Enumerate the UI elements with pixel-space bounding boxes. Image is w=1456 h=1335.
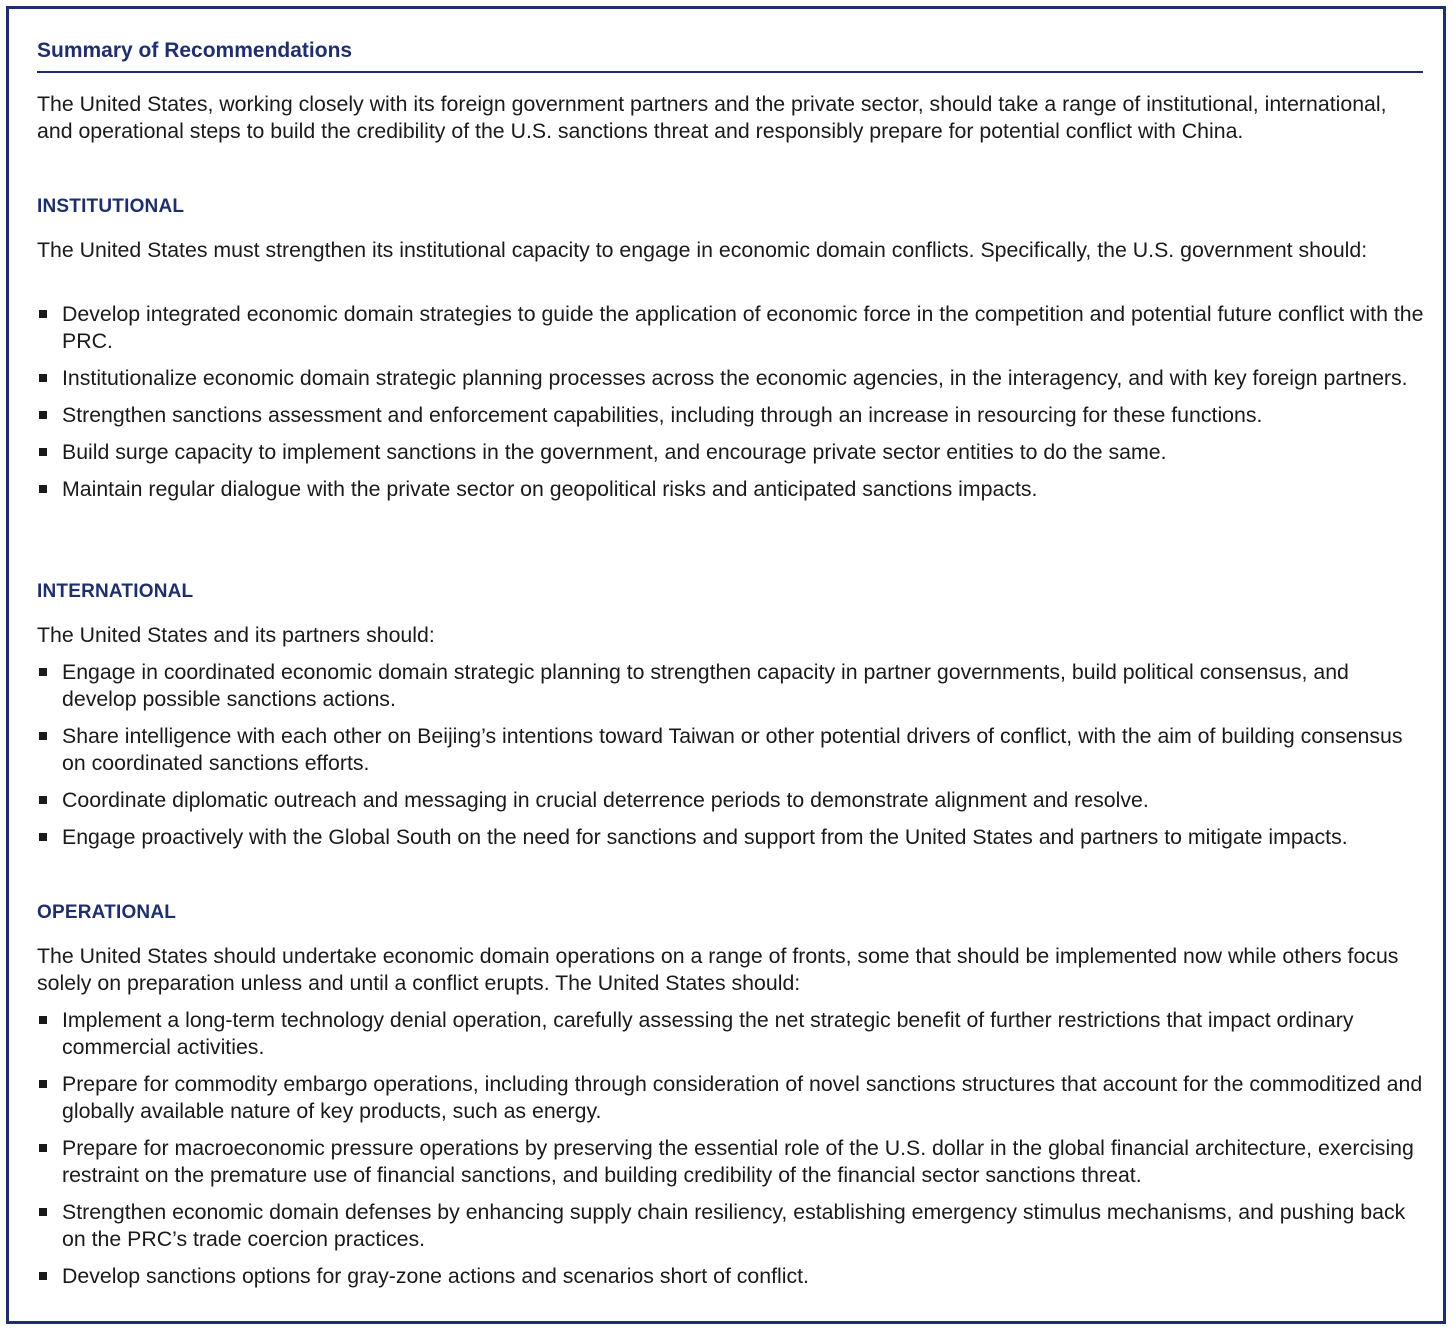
list-item (37, 659, 1427, 713)
section-heading-institutional: INSTITUTIONAL (37, 196, 185, 217)
bullet-text: Strengthen economic domain defenses by enhancing supply chain resiliency, establishing emergency stimulus mechanisms, and pushing back on the PRC’s trade coercion practices. (62, 1200, 1406, 1251)
bullet-text: Engage proactively with the Global South on the need for sanctions and support from the United States and partners to mitigate impacts. (62, 825, 1348, 849)
square-bullet-icon (39, 1272, 47, 1280)
bullet-list-institutional (37, 301, 1427, 513)
page-title: Summary of Recommendations (37, 39, 1423, 73)
section-intro-international: The United States and its partners should: (37, 623, 435, 647)
square-bullet-icon (39, 1144, 47, 1152)
square-bullet-icon (39, 668, 47, 676)
square-bullet-icon (39, 374, 47, 382)
section-intro-institutional: The United States must strengthen its institutional capacity to engage in economic domain conflicts. Specifically, the U.S. government should: (37, 238, 1368, 262)
list-item (37, 1263, 1427, 1290)
list-item (37, 1007, 1427, 1061)
bullet-text: Institutionalize economic domain strategic planning processes across the economic agencies, in the interagency, and with key foreign partners. (62, 366, 1408, 390)
bullet-list-operational (37, 1007, 1427, 1300)
list-item (37, 301, 1427, 355)
bullet-text: Maintain regular dialogue with the private sector on geopolitical risks and anticipated sanctions impacts. (62, 477, 1038, 501)
bullet-text: Prepare for commodity embargo operations, including through consideration of novel sanctions structures that account for the commoditized and globally available nature of key products, such as energy. (62, 1072, 1423, 1123)
list-item (37, 1199, 1427, 1253)
list-item (37, 824, 1427, 851)
recommendations-box (6, 6, 1446, 1324)
list-item (37, 402, 1427, 429)
square-bullet-icon (39, 1208, 47, 1216)
square-bullet-icon (39, 448, 47, 456)
section-intro-operational: The United States should undertake economic domain operations on a range of fronts, some that should be implemented now while others focus solely on preparation unless and until a conflict erupts. The United States should: (37, 944, 1399, 995)
bullet-text: Coordinate diplomatic outreach and messaging in crucial deterrence periods to demonstrate alignment and resolve. (62, 788, 1149, 812)
list-item (37, 365, 1427, 392)
list-item (37, 439, 1427, 466)
square-bullet-icon (39, 796, 47, 804)
bullet-text: Develop integrated economic domain strategies to guide the application of economic force in the competition and potential future conflict with the PRC. (62, 302, 1424, 353)
square-bullet-icon (39, 310, 47, 318)
list-item (37, 723, 1427, 777)
section-heading-operational: OPERATIONAL (37, 902, 177, 923)
square-bullet-icon (39, 1016, 47, 1024)
bullet-list-international (37, 659, 1427, 861)
bullet-text: Implement a long-term technology denial operation, carefully assessing the net strategic benefit of further restrictions that impact ordinary commercial activities. (62, 1008, 1354, 1059)
list-item (37, 787, 1427, 814)
bullet-text: Build surge capacity to implement sanctions in the government, and encourage private sector entities to do the same. (62, 440, 1167, 464)
bullet-text: Prepare for macroeconomic pressure operations by preserving the essential role of the U.S. dollar in the global financial architecture, exercising restraint on the premature use of financial sanctions, and building credibility of the financial sector sanctions threat. (62, 1136, 1414, 1187)
square-bullet-icon (39, 833, 47, 841)
list-item (37, 476, 1427, 503)
list-item (37, 1071, 1427, 1125)
bullet-text: Develop sanctions options for gray-zone actions and scenarios short of conflict. (62, 1264, 809, 1288)
list-item (37, 1135, 1427, 1189)
square-bullet-icon (39, 411, 47, 419)
square-bullet-icon (39, 732, 47, 740)
bullet-text: Share intelligence with each other on Beijing’s intentions toward Taiwan or other potential drivers of conflict, with the aim of building consensus on coordinated sanctions efforts. (62, 724, 1403, 775)
square-bullet-icon (39, 485, 47, 493)
bullet-text: Engage in coordinated economic domain strategic planning to strengthen capacity in partner governments, build political consensus, and develop possible sanctions actions. (62, 660, 1349, 711)
intro-paragraph: The United States, working closely with its foreign government partners and the private sector, should take a range of institutional, international, and operational steps to build the credibility of the U.S. sanctions threat and responsibly prepare for potential conflict with China. (37, 92, 1387, 143)
square-bullet-icon (39, 1080, 47, 1088)
section-heading-international: INTERNATIONAL (37, 581, 194, 602)
bullet-text: Strengthen sanctions assessment and enforcement capabilities, including through an increase in resourcing for these functions. (62, 403, 1263, 427)
